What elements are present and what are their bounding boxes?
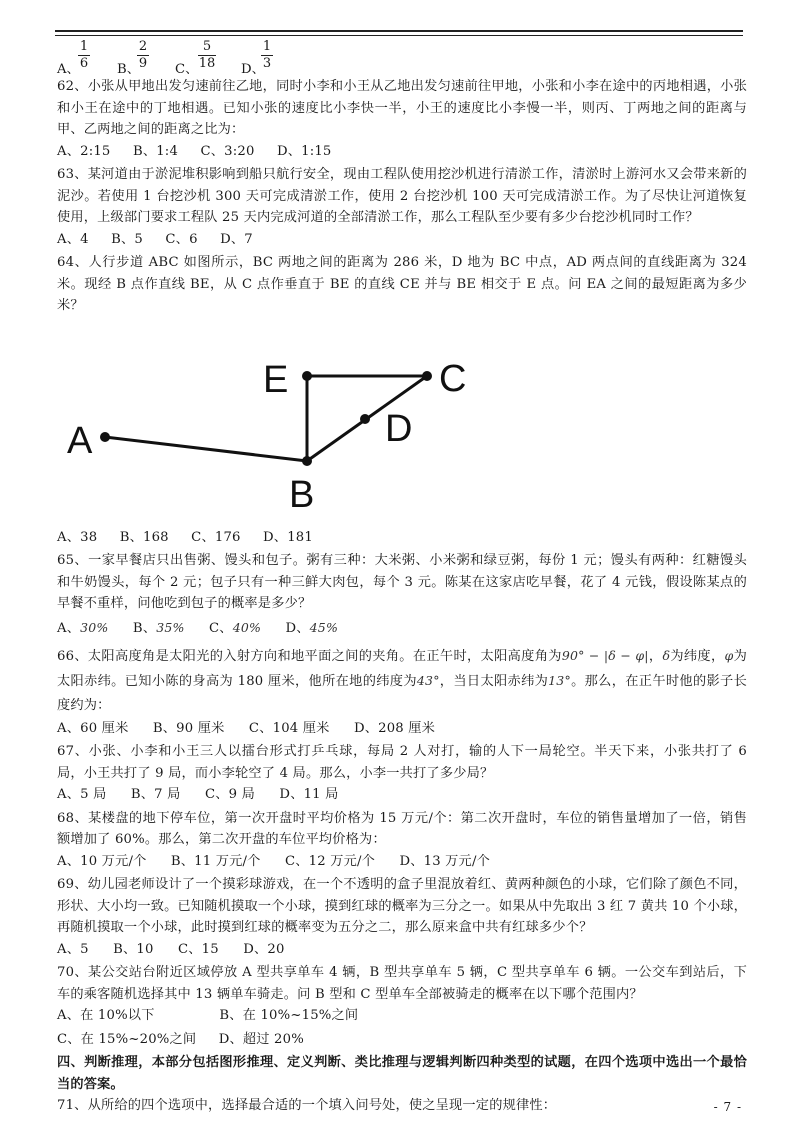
label-d: D [385, 407, 413, 450]
label-b: B [289, 473, 315, 516]
page-number: - 7 - [713, 1100, 742, 1114]
q61-option-b-letter: B、 [117, 62, 140, 77]
q62-option-d: D、1:15 [276, 143, 332, 159]
q63-option-c: C、6 [165, 231, 198, 247]
q67-option-c: C、9 局 [204, 787, 256, 802]
q64-figure [57, 329, 747, 525]
point-e [302, 371, 312, 381]
q68-options [57, 851, 747, 873]
q70-text: 70、某公交站台附近区域停放 A 型共享单车 4 辆，B 型共享单车 5 辆，C 型共享单车 6 辆。一公交车到站后，下车的乘客随机选择其中 13 辆单车骑走。问 B 型和 C 型单车全部被骑走的概率在以下哪个范围内？ [57, 965, 747, 1002]
q67-option-d: D、11 局 [279, 787, 339, 802]
q62-option-b: B、1:4 [132, 143, 179, 159]
q63-option-d: D、7 [220, 231, 253, 247]
q66-option-b: B、90 厘米 [152, 720, 225, 736]
point-b [302, 456, 312, 466]
q65-text: 65、一家早餐店只出售粥、馒头和包子。粥有三种：大米粥、小米粥和绿豆粥，每份 1 元；馒头有两种：红糖馒头和牛奶馒头，每个 2 元；包子只有一种三鲜大肉包，每个 3 元。陈某在这家店吃早餐，花了 4 元钱，假设陈某点的早餐不重样，问他吃到包子的概率是多少？ [57, 553, 747, 611]
q66-text: 66、太阳高度角是太阳光的入射方向和地平面之间的夹角。在正午时，太阳高度角为90° − |δ − φ|，δ为纬度，φ为太阳赤纬。已知小陈的身高为 180 厘米，他所在地的纬度为43°，当日太阳赤纬为13°。那么，在正午时他的影子长度约为： [57, 647, 747, 713]
q70-options-row1 [57, 1005, 747, 1027]
geometry-diagram [57, 329, 747, 525]
q63-option-b: B、5 [111, 231, 143, 247]
point-c [422, 371, 432, 381]
section-4-heading: 四、判断推理，本部分包括图形推理、定义判断、类比推理与逻辑判断四种类型的试题，在四个选项中选出一个最恰当的答案。 [57, 1055, 747, 1092]
q70-option-a: A、在 10%以下 [57, 1008, 155, 1023]
line-ab [105, 437, 307, 461]
q66-formula: 90° − |δ − φ| [561, 647, 649, 663]
q64-option-c: C、176 [191, 529, 241, 545]
q62-text: 62、小张从甲地出发匀速前往乙地，同时小李和小王从乙地出发匀速前往甲地，小张和小李在途中的丙地相遇，小张和小王在途中的丁地相遇。已知小张的速度比小李快一半，小王的速度比小李慢一半，则丙、丁两地之间的距离与甲、乙两地之间的距离之比为： [57, 79, 747, 137]
q67-option-b: B、7 局 [130, 787, 181, 802]
q61-option-b-fraction: 2 9 [138, 39, 148, 71]
label-e: E [263, 358, 289, 401]
q70-options-row2 [57, 1029, 747, 1051]
q68-option-d: D、13 万元/个 [399, 853, 490, 869]
page-content [57, 36, 747, 1117]
q66-declination: 13° [548, 672, 571, 688]
q69-option-a: A、5 [57, 941, 89, 957]
q67-options [57, 784, 747, 806]
q65-option-a: A、30% [57, 619, 109, 636]
q61-option-d-fraction: 1 3 [262, 39, 272, 71]
q66-option-c: C、104 厘米 [248, 720, 330, 736]
q62-options [57, 141, 747, 163]
q62-option-c: C、3:20 [200, 143, 255, 159]
q67-option-a: A、5 局 [57, 787, 107, 802]
q70-option-c: C、在 15%~20%之间 [57, 1031, 197, 1047]
q69-option-d: D、20 [243, 941, 285, 957]
q61-option-c-fraction: 5 18 [198, 39, 216, 71]
q68-option-b: B、11 万元/个 [170, 853, 261, 869]
q70-option-b: B、在 10%~15%之间 [219, 1008, 359, 1023]
q66-delta: δ [662, 647, 671, 663]
q62-option-a: A、2:15 [57, 143, 111, 159]
q66-phi: φ [724, 647, 734, 663]
q63-options [57, 229, 747, 251]
q66-options [57, 718, 747, 740]
q64-option-a: A、38 [57, 529, 98, 545]
q61-option-c-letter: C、 [175, 62, 199, 77]
q65-option-c: C、40% [209, 619, 262, 636]
label-c: C [439, 357, 467, 400]
q69-option-c: C、15 [177, 941, 219, 957]
point-d [360, 414, 370, 424]
q70-option-d: D、超过 20% [218, 1031, 304, 1047]
q66-option-a: A、60 厘米 [57, 720, 129, 736]
q66-option-d: D、208 厘米 [353, 720, 436, 736]
q61-option-a-letter: A、 [57, 62, 80, 77]
q68-option-c: C、12 万元/个 [284, 853, 376, 869]
q65-option-b: B、35% [132, 619, 185, 636]
q69-option-b: B、10 [113, 941, 154, 957]
q68-option-a: A、10 万元/个 [57, 853, 147, 869]
q64-options [57, 527, 747, 549]
label-a: A [67, 419, 93, 462]
q67-text: 67、小张、小李和小王三人以擂台形式打乒乓球，每局 2 人对打，输的人下一局轮空。半天下来，小张共打了 6 局，小王共打了 9 局，而小李轮空了 4 局。那么，小李一共打了多少局？ [57, 744, 747, 781]
q61-option-a-fraction: 1 6 [79, 39, 89, 71]
q65-option-d: D、45% [285, 619, 339, 636]
q69-text: 69、幼儿园老师设计了一个摸彩球游戏，在一个不透明的盒子里混放着红、黄两种颜色的小球，它们除了颜色不同，形状、大小均一致。已知随机摸取一个小球，摸到红球的概率为三分之一。如果从中先取出 3 红 7 黄共 10 个小球，再随机摸取一个小球，此时摸到红球的概率变为五分之二，那么原来盒中共有红球多少个？ [57, 877, 747, 935]
q61-option-d-letter: D、 [241, 62, 265, 77]
q63-text: 63、某河道由于淤泥堆积影响到船只航行安全，现由工程队使用挖沙机进行清淤工作，清淤时上游河水又会带来新的泥沙。若使用 1 台挖沙机 300 天可完成清淤工作，使用 2 台挖沙机 100 天可完成清淤工作。为了尽快让河道恢复使用，上级部门要求工程队 25 天内完成河道的全部清淤工作，那么工程队至少要有多少台挖沙机同时工作？ [57, 167, 747, 225]
q71-text: 71、从所给的四个选项中，选择最合适的一个填入问号处，使之呈现一定的规律性： [57, 1098, 557, 1113]
header-rule-thick [55, 30, 743, 32]
q63-option-a: A、4 [57, 231, 89, 247]
point-a [100, 432, 110, 442]
q65-options [57, 615, 747, 642]
q61-options [57, 36, 747, 76]
q66-latitude: 43° [416, 672, 440, 688]
q64-option-d: D、181 [263, 529, 313, 545]
q69-options [57, 939, 747, 961]
q64-text: 64、人行步道 ABC 如图所示，BC 两地之间的距离为 286 米，D 地为 BC 中点，AD 两点间的直线距离为 324 米。现经 B 点作直线 BE，从 C 点作垂直于 BE 的直线 CE 并与 BE 相交于 E 点。问 EA 之间的最短距离为多少米？ [57, 255, 747, 313]
q64-option-b: B、168 [119, 529, 169, 545]
q68-text: 68、某楼盘的地下停车位，第一次开盘时平均价格为 15 万元/个：第二次开盘时，车位的销售量增加了一倍，销售额增加了 60%。那么，第二次开盘的车位平均价格为： [57, 810, 747, 847]
